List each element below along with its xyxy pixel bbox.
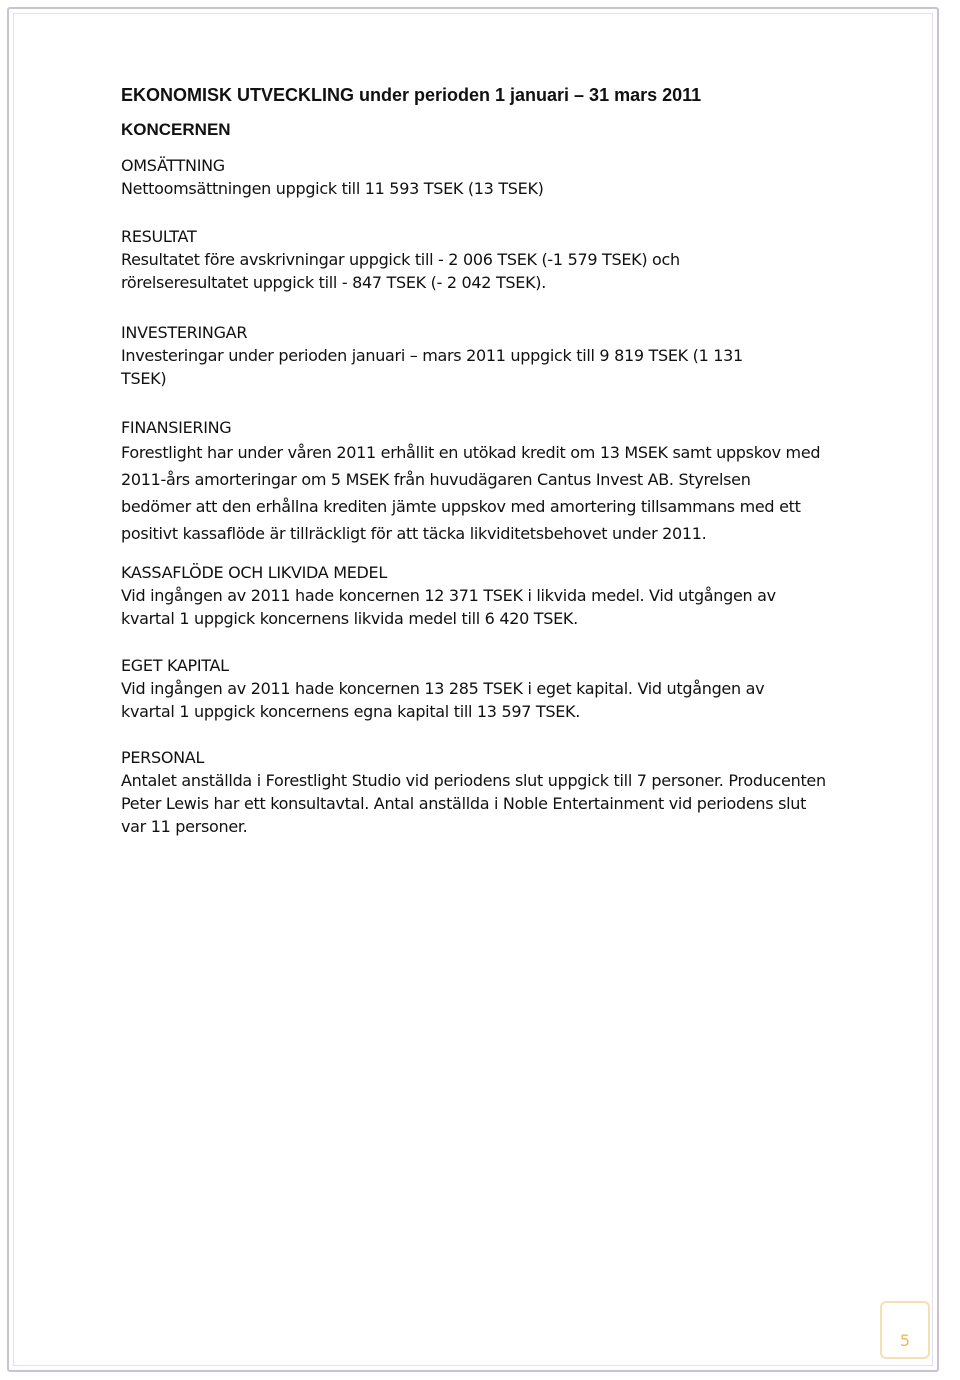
section-personal — [121, 746, 841, 838]
page-number: 5 — [899, 1331, 911, 1350]
section-heading: INVESTERINGAR — [121, 323, 248, 342]
section-omsattning — [121, 154, 841, 200]
section-body: Antalet anställda i Forestlight Studio vid periodens slut uppgick till 7 personer. Producenten Peter Lewis har ett konsultavtal. Antal anställda i Noble Entertainment vid periodens slut var 11 personer. — [121, 771, 826, 836]
section-investeringar — [121, 321, 841, 390]
section-kassaflode — [121, 561, 841, 630]
section-resultat — [121, 225, 841, 294]
section-heading: FINANSIERING — [121, 418, 232, 437]
document-content — [121, 82, 841, 838]
document-subtitle: KONCERNEN — [121, 120, 231, 139]
page-number-badge — [880, 1301, 930, 1359]
section-body: Vid ingången av 2011 hade koncernen 13 285 TSEK i eget kapital. Vid utgången av kvartal 1 uppgick koncernens egna kapital till 13 597 TSEK. — [121, 679, 765, 721]
section-heading: PERSONAL — [121, 748, 205, 767]
section-body: Forestlight har under våren 2011 erhållit en utökad kredit om 13 MSEK samt uppskov med 2011-års amorteringar om 5 MSEK från huvudägaren Cantus Invest AB. Styrelsen bedömer att den erhållna krediten jämte uppskov med amortering tillsammans med ett positivt kassaflöde är tillräckligt för att täcka likviditetsbehovet under 2011. — [121, 443, 821, 543]
section-heading: KASSAFLÖDE OCH LIKVIDA MEDEL — [121, 563, 387, 582]
section-heading: EGET KAPITAL — [121, 656, 229, 675]
section-heading: RESULTAT — [121, 227, 197, 246]
section-body: Investeringar under perioden januari – mars 2011 uppgick till 9 819 TSEK (1 131 TSEK) — [121, 346, 743, 388]
section-eget-kapital — [121, 654, 841, 723]
section-finansiering — [121, 416, 841, 547]
section-heading: OMSÄTTNING — [121, 156, 225, 175]
section-body: Vid ingången av 2011 hade koncernen 12 371 TSEK i likvida medel. Vid utgången av kvartal 1 uppgick koncernens likvida medel till 6 420 TSEK. — [121, 586, 776, 628]
document-title: EKONOMISK UTVECKLING under perioden 1 januari – 31 mars 2011 — [121, 85, 702, 105]
section-body: Resultatet före avskrivningar uppgick till - 2 006 TSEK (-1 579 TSEK) och rörelseresultatet uppgick till - 847 TSEK (- 2 042 TSEK). — [121, 250, 680, 292]
section-body: Nettoomsättningen uppgick till 11 593 TSEK (13 TSEK) — [121, 179, 544, 198]
